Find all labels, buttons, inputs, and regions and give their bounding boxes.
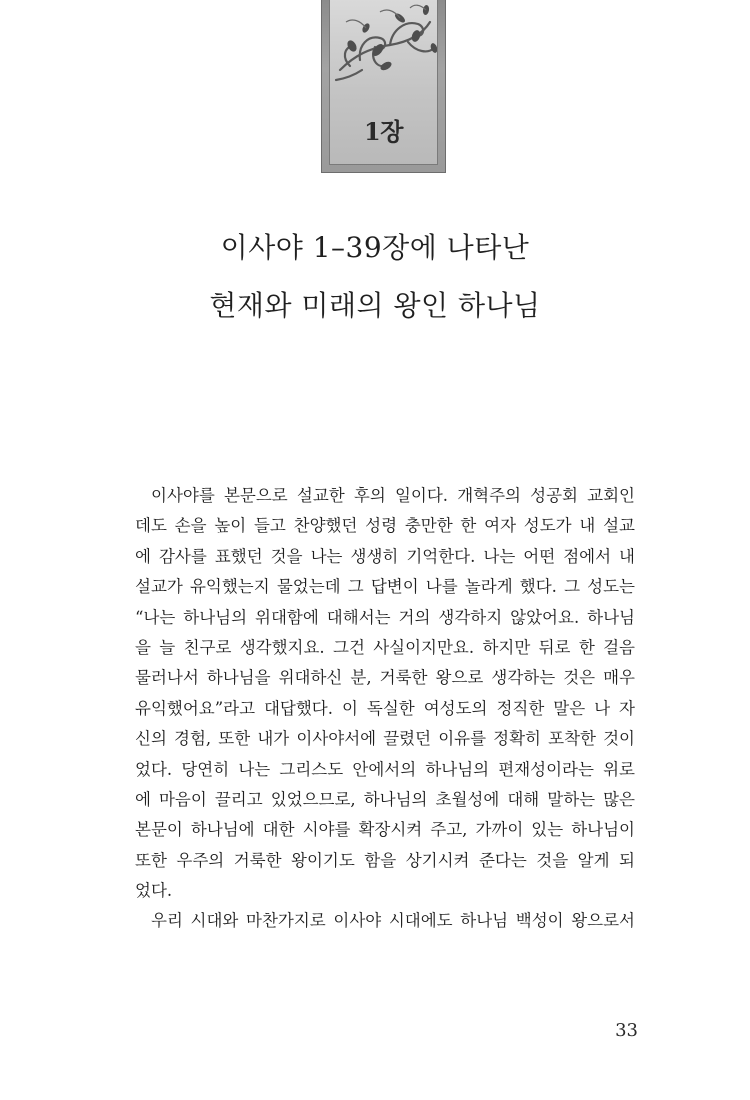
text-line: 신의 경험, 또한 내가 이사야서에 끌렸던 이유를 정확히 포착한 것이 <box>135 729 635 749</box>
text-line: 데도 손을 높이 들고 찬양했던 성령 충만한 한 여자 성도가 내 설교 <box>135 516 635 536</box>
chapter-title-line-1: 이사야 1–39장에 나타난 <box>220 231 530 264</box>
chapter-banner-panel <box>329 0 438 165</box>
text-line: 물러나서 하나님을 위대하신 분, 거룩한 왕으로 생각하는 것은 매우 <box>135 668 635 688</box>
body-text <box>135 481 635 937</box>
floral-ornament-icon <box>330 0 438 95</box>
text-line: 본문이 하나님에 대한 시야를 확장시켜 주고, 가까이 있는 하나님이 <box>135 820 635 840</box>
chapter-banner <box>321 0 446 173</box>
text-line: 또한 우주의 거룩한 왕이기도 함을 상기시켜 준다는 것을 알게 되 <box>135 850 635 870</box>
text-line: 에 마음이 끌리고 있었으므로, 하나님의 초월성에 대해 말하는 많은 <box>135 789 635 809</box>
text-line: 설교가 유익했는지 물었는데 그 답변이 나를 놀라게 했다. 그 성도는 <box>135 577 635 597</box>
text-line: 이사야를 본문으로 설교한 후의 일이다. 개혁주의 성공회 교회인 <box>151 486 635 505</box>
text-line: 을 늘 친구로 생각했지요. 그건 사실이지만요. 하지만 뒤로 한 걸음 <box>135 637 635 657</box>
chapter-title-line-2: 현재와 미래의 왕인 하나님 <box>209 289 541 322</box>
text-line: “나는 하나님의 위대함에 대해서는 거의 생각하지 않았어요. 하나님 <box>135 607 635 627</box>
page-number: 33 <box>615 1020 638 1041</box>
text-line: 었다. <box>135 881 173 901</box>
text-line: 었다. 당연히 나는 그리스도 안에서의 하나님의 편재성이라는 위로 <box>135 759 635 779</box>
text-line: 우리 시대와 마찬가지로 이사야 시대에도 하나님 백성이 왕으로서 <box>151 911 635 931</box>
text-line: 에 감사를 표했던 것을 나는 생생히 기억한다. 나는 어떤 점에서 내 <box>135 546 635 566</box>
text-line: 유익했어요”라고 대답했다. 이 독실한 여성도의 정직한 말은 나 자 <box>135 698 635 718</box>
chapter-number: 1장 <box>364 117 403 146</box>
